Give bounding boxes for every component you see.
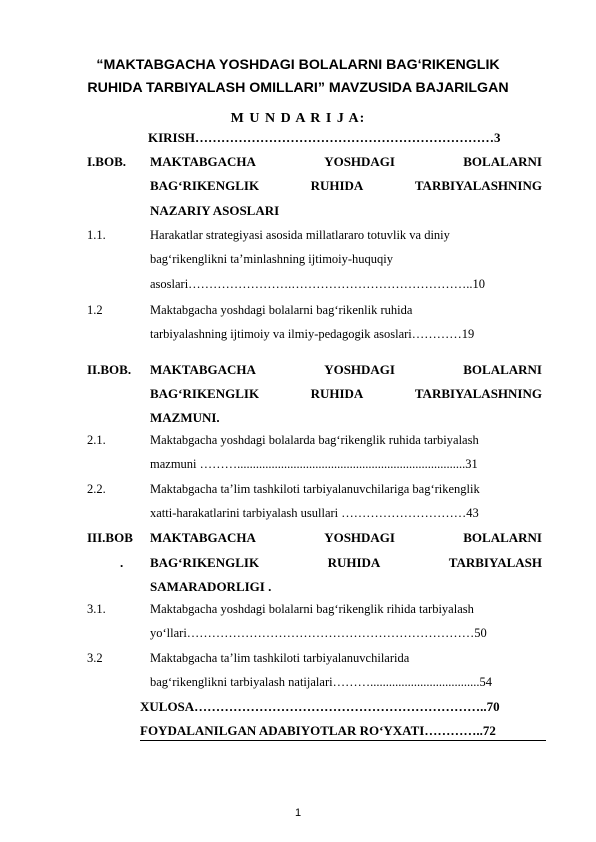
section-1-2-number: 1.2 <box>87 303 103 317</box>
chapter-3-word: BAG‘RIKENGLIK <box>150 555 260 570</box>
references-underline <box>140 740 546 741</box>
chapter-2-word: YOSHDAGI <box>324 362 395 377</box>
chapter-2-title-line-3: MAZMUNI. <box>150 410 220 425</box>
section-3-2-line: Maktabgacha ta’lim tashkiloti tarbiyalanuvchilarida <box>150 651 410 665</box>
chapter-1-word: RUHIDA <box>310 178 364 193</box>
toc-entry-references: FOYDALANILGAN ADABIYOTLAR RO‘YXATI…………..72 <box>140 723 496 738</box>
section-2-1-number: 2.1. <box>87 433 106 447</box>
section-1-1-line: asoslari…………………….……………………………………..10 <box>150 277 486 291</box>
section-2-2-line: xatti-harakatlarini tarbiyalash usullari …………………………43 <box>150 506 479 520</box>
section-1-1-line: Harakatlar strategiyasi asosida millatlararo totuvlik va diniy <box>150 228 450 242</box>
chapter-1-word: TARBIYALASHNING <box>414 178 542 193</box>
chapter-2-title-line-1 <box>150 362 542 378</box>
page-number: 1 <box>294 807 302 819</box>
chapter-1-word: BOLALARNI <box>463 154 542 169</box>
section-2-1-line: Maktabgacha yoshdagi bolalarda bag‘rikenglik ruhida tarbiyalash <box>150 433 479 447</box>
section-3-2-number: 3.2 <box>87 651 103 665</box>
chapter-1-title-line-3: NAZARIY ASOSLARI <box>150 203 280 218</box>
chapter-1-title-line-2 <box>150 178 542 194</box>
chapter-1-title-line-1 <box>150 154 542 170</box>
document-title-line-2: RUHIDA TARBIYALASH OMILLARI” MAVZUSIDA BAJARILGAN <box>87 80 509 96</box>
section-2-2-line: Maktabgacha ta’lim tashkiloti tarbiyalanuvchilariga bag‘rikenglik <box>150 482 480 496</box>
chapter-1-word: YOSHDAGI <box>324 154 395 169</box>
chapter-3-word: YOSHDAGI <box>324 530 395 545</box>
section-1-2-line: Maktabgacha yoshdagi bolalarni bag‘rikenlik ruhida <box>150 303 413 317</box>
chapter-3-word: TARBIYALASH <box>448 555 542 570</box>
chapter-2-word: RUHIDA <box>310 386 364 401</box>
contents-heading: M U N D A R I J A: <box>230 111 366 126</box>
section-2-1-line: mazmuni ……….........................................................................31 <box>150 457 478 471</box>
chapter-2-word: TARBIYALASHNING <box>414 386 542 401</box>
chapter-3-title-line-3: SAMARADORLIGI . <box>150 579 272 594</box>
chapter-3-word: MAKTABGACHA <box>150 530 256 545</box>
section-1-2-line: tarbiyalashning ijtimoiy va ilmiy-pedagogik asoslari…………19 <box>150 327 475 341</box>
chapter-3-word: BOLALARNI <box>463 530 542 545</box>
section-1-1-line: bag‘rikenglikni ta’minlashning ijtimoiy-huquqiy <box>150 252 394 266</box>
chapter-2-number: II.BOB. <box>87 362 132 377</box>
chapter-3-title-line-1 <box>150 530 542 546</box>
chapter-1-word: BAG‘RIKENGLIK <box>150 178 260 193</box>
section-2-2-number: 2.2. <box>87 482 106 496</box>
chapter-2-word: MAKTABGACHA <box>150 362 256 377</box>
document-title-line-1: “MAKTABGACHA YOSHDAGI BOLALARNI BAG‘RIKENGLIK <box>96 57 500 73</box>
section-3-1-line: yo‘llari……………………………………………………………50 <box>150 626 487 640</box>
chapter-1-number: I.BOB. <box>87 154 127 169</box>
section-3-1-number: 3.1. <box>87 602 106 616</box>
section-3-2-line: bag‘rikenglikni tarbiyalash natijalari………...................................54 <box>150 675 492 689</box>
chapter-2-title-line-2 <box>150 386 542 402</box>
chapter-1-word: MAKTABGACHA <box>150 154 256 169</box>
chapter-2-word: BAG‘RIKENGLIK <box>150 386 260 401</box>
chapter-3-number-tail: . <box>120 555 124 570</box>
chapter-2-word: BOLALARNI <box>463 362 542 377</box>
chapter-3-number: III.BOB <box>87 530 133 545</box>
section-1-1-number: 1.1. <box>87 228 106 242</box>
chapter-3-title-line-2 <box>150 555 542 571</box>
chapter-3-word: RUHIDA <box>327 555 381 570</box>
toc-entry-kirish: KIRISH……………………………………………………………3 <box>148 130 501 145</box>
section-3-1-line: Maktabgacha yoshdagi bolalarni bag‘rikenglik rihida tarbiyalash <box>150 602 474 616</box>
toc-entry-xulosa: XULOSA…………………………………………………………..70 <box>140 699 500 714</box>
